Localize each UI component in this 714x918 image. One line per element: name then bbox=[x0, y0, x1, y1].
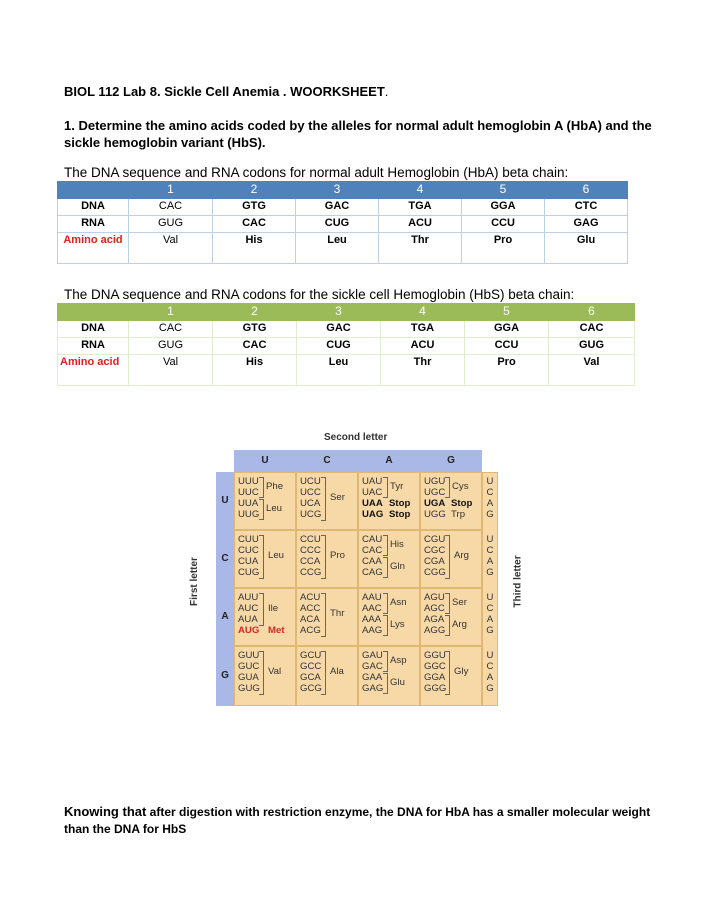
codon-cell-ca bbox=[358, 530, 420, 588]
row-label: Amino acid bbox=[58, 355, 129, 386]
restriction-enzyme-note: Knowing that after digestion with restriction enzyme, the DNA for HbA has a smaller molecular weight than the DNA for HbS bbox=[64, 804, 651, 836]
hba-dna-codon: GTG bbox=[213, 199, 296, 216]
codon-list: AUU AUC AUA AUG bbox=[238, 592, 260, 636]
column-header: A bbox=[358, 450, 420, 472]
hbs-position: 1 bbox=[129, 304, 213, 321]
codon-list: AAU AAC AAA AAG bbox=[362, 592, 383, 636]
hbs-caption: The DNA sequence and RNA codons for the sickle cell Hemoglobin (HbS) beta chain: bbox=[64, 287, 575, 302]
hba-position: 4 bbox=[379, 182, 462, 199]
amino-acid-label: Trp bbox=[451, 509, 466, 520]
third-letter: A bbox=[486, 556, 494, 567]
amino-acid-label: Val bbox=[268, 666, 282, 677]
amino-acid-label: Glu bbox=[390, 677, 405, 688]
genetic-code-chart bbox=[188, 428, 526, 710]
hba-position: 3 bbox=[296, 182, 379, 199]
amino-acid-label: Ser bbox=[452, 597, 467, 608]
hbs-dna-codon: GTG bbox=[213, 321, 297, 338]
third-letter: A bbox=[486, 614, 494, 625]
amino-acid-label: Arg bbox=[452, 619, 467, 630]
codon-list: GAU GAC GAA GAG bbox=[362, 650, 384, 694]
hbs-dna-codon: CAC bbox=[549, 321, 635, 338]
codon-cell-ga bbox=[358, 646, 420, 706]
hba-position: 1 bbox=[129, 182, 213, 199]
row-label: DNA bbox=[58, 199, 129, 216]
codon-cell-ac bbox=[296, 588, 358, 646]
codon-cell-cg bbox=[420, 530, 482, 588]
row-label: RNA bbox=[58, 216, 129, 233]
amino-acid-label: Ala bbox=[330, 666, 344, 677]
hba-position: 6 bbox=[545, 182, 628, 199]
third-letter: C bbox=[486, 603, 494, 614]
hba-caption: The DNA sequence and RNA codons for normal adult Hemoglobin (HbA) beta chain: bbox=[64, 165, 569, 180]
hbs-position: 3 bbox=[297, 304, 381, 321]
codon-list: UAU UAC UAA UAG bbox=[362, 476, 384, 520]
hba-amino-acid: Glu bbox=[545, 233, 628, 264]
codon-list: CGU CGC CGA CGG bbox=[424, 534, 446, 578]
hba-amino-acid: Leu bbox=[296, 233, 379, 264]
amino-acid-label: His bbox=[390, 539, 404, 550]
row-header: A bbox=[216, 588, 234, 646]
codon-list: UGU UGC UGA UGG bbox=[424, 476, 446, 520]
codon-cell-gc bbox=[296, 646, 358, 706]
amino-acid-label: Gly bbox=[454, 666, 469, 677]
amino-acid-label: Leu bbox=[266, 503, 283, 514]
stop-label: Stop bbox=[389, 509, 411, 520]
third-letter-title: Third letter bbox=[512, 555, 524, 608]
codon-cell-ag bbox=[420, 588, 482, 646]
codon-list: UUU UUC UUA UUG bbox=[238, 476, 260, 520]
codon-cell-uu bbox=[234, 472, 296, 530]
hba-header-blank bbox=[58, 182, 129, 199]
hbs-amino-row bbox=[58, 355, 635, 386]
amino-acid-label: Pro bbox=[330, 550, 345, 561]
hba-amino-acid: Val bbox=[129, 233, 213, 264]
hbs-position: 2 bbox=[213, 304, 297, 321]
third-letter: G bbox=[486, 509, 494, 520]
hba-dna-row bbox=[58, 199, 628, 216]
amino-acid-label: Arg bbox=[454, 550, 469, 561]
first-letter-title: First letter bbox=[188, 557, 200, 606]
codon-cell-cc bbox=[296, 530, 358, 588]
codon-cell-au bbox=[234, 588, 296, 646]
hbs-amino-acid: Pro bbox=[465, 355, 549, 386]
stop-label: Stop bbox=[451, 498, 473, 509]
row-label: RNA bbox=[58, 338, 129, 355]
hbs-dna-codon: CAC bbox=[129, 321, 213, 338]
hbs-amino-acid: Val bbox=[129, 355, 213, 386]
codon-list: CAU CAC CAA CAG bbox=[362, 534, 383, 578]
third-letter: U bbox=[486, 592, 494, 603]
hba-table bbox=[57, 181, 628, 264]
hbs-dna-codon: GGA bbox=[465, 321, 549, 338]
hba-dna-codon: CTC bbox=[545, 199, 628, 216]
codon-list: CCU CCC CCA CCG bbox=[300, 534, 322, 578]
codon-list: GCU GCC GCA GCG bbox=[300, 650, 322, 694]
codon-list: GUU GUC GUA GUG bbox=[238, 650, 260, 694]
hbs-rna-row bbox=[58, 338, 635, 355]
amino-acid-label: Gln bbox=[390, 561, 405, 572]
codon-cell-ua bbox=[358, 472, 420, 530]
stop-label: Stop bbox=[389, 498, 411, 509]
codon-list: AGU AGC AGA AGG bbox=[424, 592, 446, 636]
hba-rna-codon: GUG bbox=[129, 216, 213, 233]
row-label: DNA bbox=[58, 321, 129, 338]
row-header: U bbox=[216, 472, 234, 530]
question-1: 1. Determine the amino acids coded by the alleles for normal adult hemoglobin A (HbA) and the sickle hemoglobin variant (HbS). bbox=[64, 118, 652, 150]
hba-dna-codon: GAC bbox=[296, 199, 379, 216]
third-letter: U bbox=[486, 476, 494, 487]
hba-position: 2 bbox=[213, 182, 296, 199]
hbs-position: 4 bbox=[381, 304, 465, 321]
amino-acid-label: Tyr bbox=[390, 481, 404, 492]
amino-acid-label: Leu bbox=[268, 550, 285, 561]
third-letter: U bbox=[486, 650, 494, 661]
page-title: BIOL 112 Lab 8. Sickle Cell Anemia . WOORKSHEET. bbox=[64, 84, 389, 99]
codon-cell-uc bbox=[296, 472, 358, 530]
hbs-rna-codon: CUG bbox=[297, 338, 381, 355]
hba-dna-codon: CAC bbox=[129, 199, 213, 216]
hba-header-row bbox=[58, 182, 628, 199]
hba-amino-acid: His bbox=[213, 233, 296, 264]
hba-dna-codon: GGA bbox=[462, 199, 545, 216]
column-header: G bbox=[420, 450, 482, 472]
row-header: C bbox=[216, 530, 234, 588]
codon-cell-ug bbox=[420, 472, 482, 530]
third-letter: G bbox=[486, 625, 494, 636]
third-letter: G bbox=[486, 683, 494, 694]
hba-amino-acid: Thr bbox=[379, 233, 462, 264]
hba-amino-row bbox=[58, 233, 628, 264]
codon-list: GGU GGC GGA GGG bbox=[424, 650, 447, 694]
hbs-dna-row bbox=[58, 321, 635, 338]
third-letter: G bbox=[486, 567, 494, 578]
third-letter-group bbox=[483, 650, 497, 694]
hbs-rna-codon: GUG bbox=[549, 338, 635, 355]
amino-acid-label: Lys bbox=[390, 619, 405, 630]
codon-list: CUU CUC CUA CUG bbox=[238, 534, 260, 578]
hbs-header-blank bbox=[58, 304, 129, 321]
hba-position: 5 bbox=[462, 182, 545, 199]
codon-cell-cu bbox=[234, 530, 296, 588]
third-letter: C bbox=[486, 487, 494, 498]
third-letter: A bbox=[486, 672, 494, 683]
amino-acid-label: Phe bbox=[266, 481, 284, 492]
hbs-amino-acid: His bbox=[213, 355, 297, 386]
hba-rna-codon: ACU bbox=[379, 216, 462, 233]
codon-list: ACU ACC ACA ACG bbox=[300, 592, 321, 636]
hbs-rna-codon: CAC bbox=[213, 338, 297, 355]
row-header: G bbox=[216, 646, 234, 706]
third-letter: A bbox=[486, 498, 494, 509]
hba-rna-codon: GAG bbox=[545, 216, 628, 233]
third-letter: C bbox=[486, 545, 494, 556]
amino-acid-label: Ser bbox=[330, 492, 345, 503]
second-letter-title: Second letter bbox=[324, 432, 388, 443]
hbs-dna-codon: TGA bbox=[381, 321, 465, 338]
row-label: Amino acid bbox=[58, 233, 129, 264]
hbs-table bbox=[57, 303, 635, 386]
codon-cell-gu bbox=[234, 646, 296, 706]
codon-cell-gg bbox=[420, 646, 482, 706]
column-header: U bbox=[234, 450, 296, 472]
hbs-rna-codon: CCU bbox=[465, 338, 549, 355]
hba-rna-row bbox=[58, 216, 628, 233]
hba-amino-acid: Pro bbox=[462, 233, 545, 264]
amino-acid-label: Thr bbox=[330, 608, 345, 619]
amino-acid-label: Asn bbox=[390, 597, 407, 608]
hbs-header-row bbox=[58, 304, 635, 321]
third-letter-group bbox=[483, 534, 497, 578]
hbs-position: 5 bbox=[465, 304, 549, 321]
hbs-dna-codon: GAC bbox=[297, 321, 381, 338]
third-letter-group bbox=[483, 592, 497, 636]
third-letter: U bbox=[486, 534, 494, 545]
codon-cell-aa bbox=[358, 588, 420, 646]
hba-dna-codon: TGA bbox=[379, 199, 462, 216]
hbs-rna-codon: ACU bbox=[381, 338, 465, 355]
amino-acid-label: Ile bbox=[268, 603, 279, 614]
hba-rna-codon: CUG bbox=[296, 216, 379, 233]
hbs-amino-acid: Thr bbox=[381, 355, 465, 386]
column-header: C bbox=[296, 450, 358, 472]
third-letter-column bbox=[482, 472, 498, 706]
third-letter: C bbox=[486, 661, 494, 672]
hba-rna-codon: CAC bbox=[213, 216, 296, 233]
codon-list: UCU UCC UCA UCG bbox=[300, 476, 322, 520]
amino-acid-label: Met bbox=[268, 625, 285, 636]
amino-acid-label: Cys bbox=[452, 481, 469, 492]
third-letter-group bbox=[483, 476, 497, 520]
hbs-amino-acid: Leu bbox=[297, 355, 381, 386]
hbs-amino-acid: Val bbox=[549, 355, 635, 386]
hbs-rna-codon: GUG bbox=[129, 338, 213, 355]
amino-acid-label: Asp bbox=[390, 655, 407, 666]
hbs-position: 6 bbox=[549, 304, 635, 321]
hba-rna-codon: CCU bbox=[462, 216, 545, 233]
